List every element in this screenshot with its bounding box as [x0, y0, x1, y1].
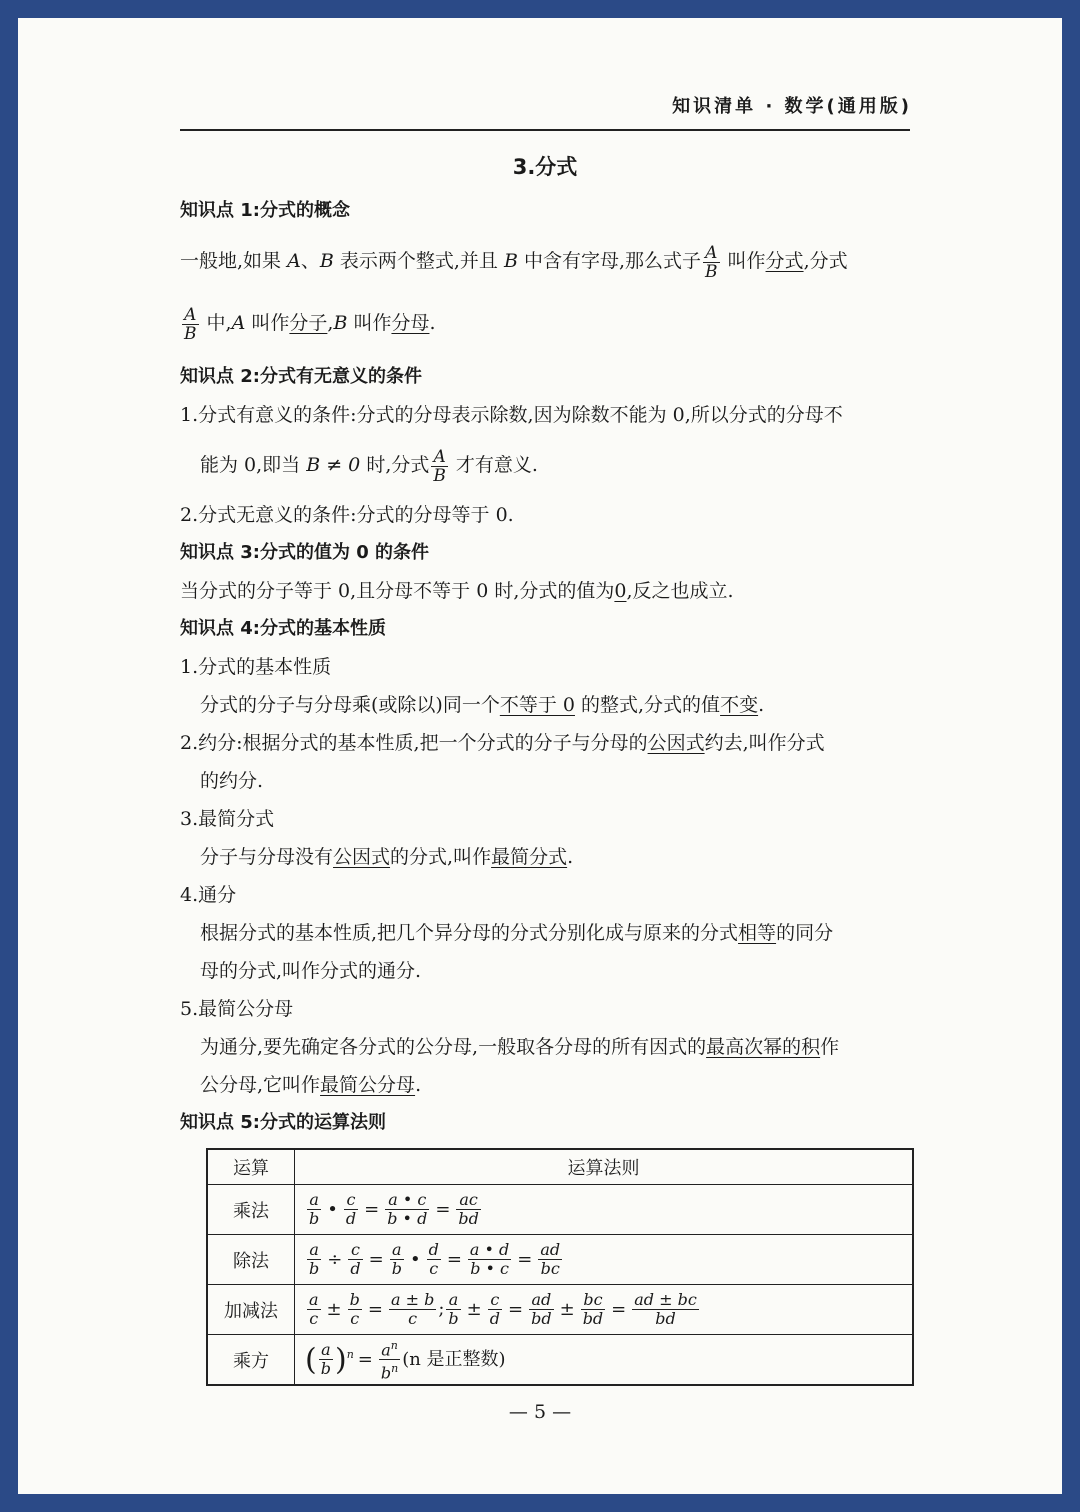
table-header-op: 运算 — [207, 1149, 295, 1185]
page-number: — 5 — — [508, 1401, 572, 1423]
kp2-item2: 2.分式无意义的条件:分式的分母等于 0. — [180, 504, 514, 526]
table-row — [207, 1285, 913, 1335]
page — [18, 18, 1062, 1494]
table-row — [207, 1185, 913, 1235]
kp4-s5-cont: 公分母,它叫作最简公分母. — [200, 1074, 422, 1096]
kp3-text: 当分式的分子等于 0,且分母不等于 0 时,分式的值为0,反之也成立. — [180, 580, 734, 602]
kp4-s1-text: 分式的分子与分母乘(或除以)同一个不等于 0 的整式,分式的值不变. — [200, 694, 765, 716]
table-row — [207, 1335, 913, 1386]
kp2-item1: 1.分式有意义的条件:分式的分母表示除数,因为除数不能为 0,所以分式的分母不 — [180, 404, 843, 426]
kp2-title: 知识点 2:分式有无意义的条件 — [180, 366, 422, 387]
kp1-line2: $\frac{A}{B}$ 中,A 叫作分子,B 叫作分母. — [184, 304, 436, 344]
kp5-title: 知识点 5:分式的运算法则 — [180, 1112, 386, 1133]
rule-power: ( $\frac{a}{b}$ )$^n$ = $\frac{a^n}{b^n}$ (n 是正整数) — [295, 1335, 914, 1386]
rule-divide: $\frac{a}{b}$ ÷ $\frac{c}{d}$ = $\frac{a}{b}$ • $\frac{d}{c}$ = $\frac{a • d}{b • c}$ = $\frac{ad}{bc}$ — [295, 1235, 914, 1285]
table-header-rule: 运算法则 — [295, 1149, 914, 1185]
table-header-row — [207, 1149, 913, 1185]
kp4-s4: 4.通分 — [180, 884, 237, 906]
term-denominator: 分母 — [391, 312, 430, 334]
fraction-a-over-b: $\frac{A}{B}$ — [184, 304, 197, 344]
power-note: (n 是正整数) — [402, 1348, 506, 1370]
kp4-title: 知识点 4:分式的基本性质 — [180, 618, 386, 639]
table-row — [207, 1235, 913, 1285]
kp4-s3-text: 分子与分母没有公因式的分式,叫作最简分式. — [200, 846, 574, 868]
kp4-s2: 2.约分:根据分式的基本性质,把一个分式的分子与分母的公因式约去,叫作分式 — [180, 732, 825, 754]
kp4-s1: 1.分式的基本性质 — [180, 656, 332, 678]
op-power: 乘方 — [207, 1335, 295, 1386]
term-numerator: 分子 — [289, 312, 328, 334]
kp4-s5-text: 为通分,要先确定各分式的公分母,一般取各分母的所有因式的最高次幂的积作 — [200, 1036, 840, 1058]
fraction-a-over-b: $\frac{A}{B}$ — [705, 242, 718, 282]
fraction-a-over-b: $\frac{A}{B}$ — [433, 446, 446, 486]
kp4-s5: 5.最简公分母 — [180, 998, 294, 1020]
main-content — [180, 136, 910, 1142]
running-header: 知识清单 · 数学(通用版) — [672, 96, 912, 117]
op-add-subtract: 加减法 — [207, 1285, 295, 1335]
op-divide: 除法 — [207, 1235, 295, 1285]
kp1-title: 知识点 1:分式的概念 — [180, 200, 350, 221]
kp1-line1: 一般地,如果 A、B 表示两个整式,并且 B 中含有字母,那么式子 $\frac{A}{B}$ 叫作分式,分式 — [180, 242, 848, 282]
operation-rules-table — [206, 1148, 914, 1386]
header-rule — [180, 129, 910, 131]
kp4-s3: 3.最简分式 — [180, 808, 275, 830]
rule-add-subtract: $\frac{a}{c}$ ± $\frac{b}{c}$ = $\frac{a \pm b}{c}$ ; $\frac{a}{b}$ ± $\frac{c}{d}$ = $\frac{ad}{bd}$ ± $\frac{bc}{bd}$ = $\frac{ad \pm bc}{bd}$ — [295, 1285, 914, 1335]
kp4-s4-cont: 母的分式,叫作分式的通分. — [200, 960, 422, 982]
op-multiply: 乘法 — [207, 1185, 295, 1235]
kp4-s4-text: 根据分式的基本性质,把几个异分母的分式分别化成与原来的分式相等的同分 — [200, 922, 834, 944]
section-title: 3.分式 — [512, 155, 578, 179]
kp4-s2-cont: 的约分. — [200, 770, 264, 792]
kp3-title: 知识点 3:分式的值为 0 的条件 — [180, 542, 430, 563]
term-fraction: 分式 — [765, 250, 804, 272]
kp2-item1-cont: 能为 0,即当 B ≠ 0 时,分式 $\frac{A}{B}$ 才有意义. — [200, 446, 538, 486]
rule-multiply: $\frac{a}{b}$ • $\frac{c}{d}$ = $\frac{a • c}{b • d}$ = $\frac{ac}{bd}$ — [295, 1185, 914, 1235]
